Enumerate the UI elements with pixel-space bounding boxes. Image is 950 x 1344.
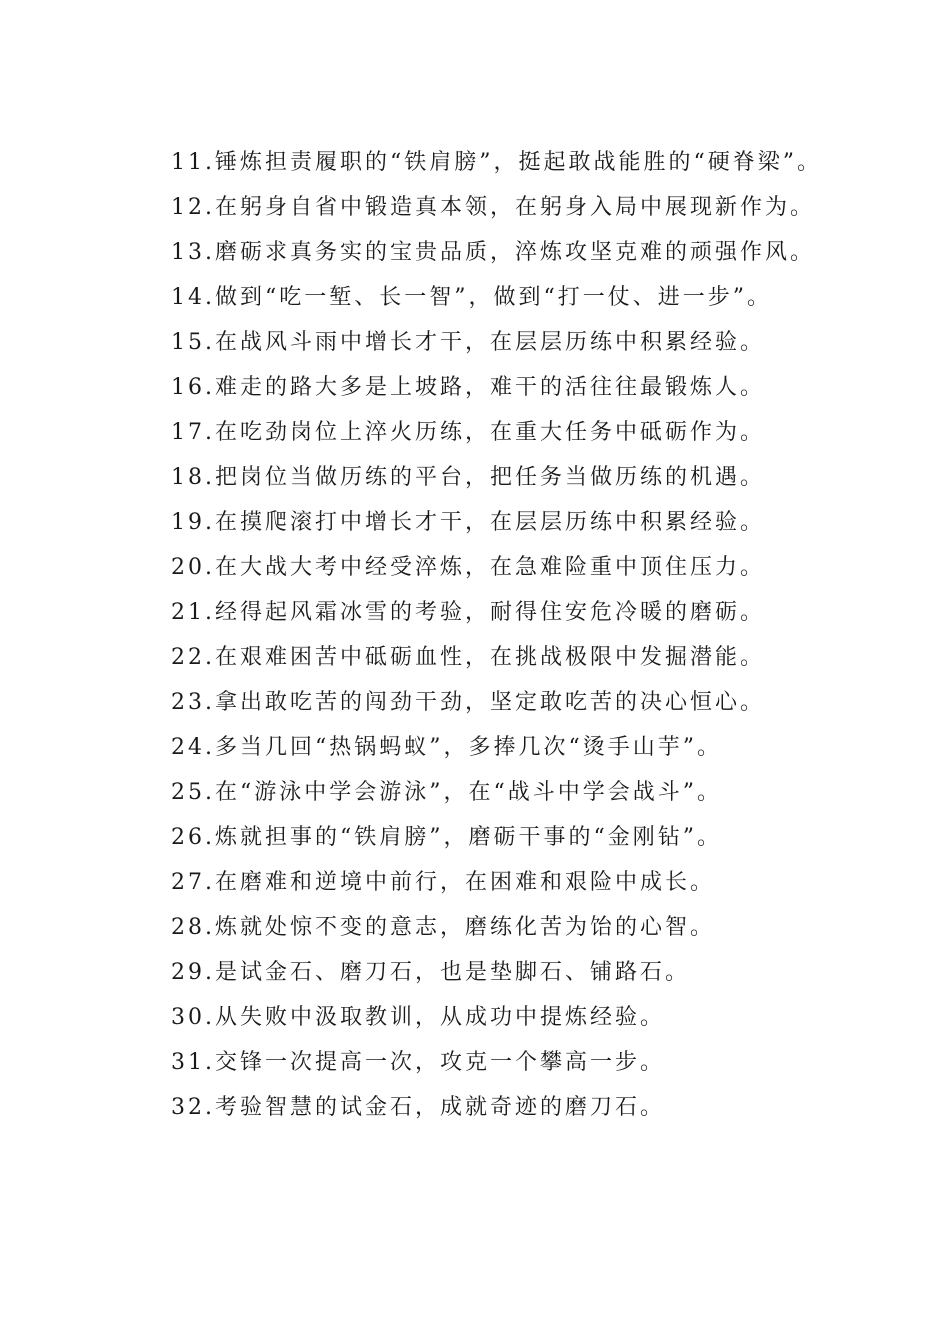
paragraph-20: 20.在大战大考中经受淬炼，在急难险重中顶住压力。 — [171, 555, 765, 580]
paragraph-16: 16.难走的路大多是上坡路，难干的活往往最锻炼人。 — [171, 375, 765, 400]
paragraph-30: 30.从失败中汲取教训，从成功中提炼经验。 — [171, 1005, 665, 1030]
paragraph-24: 24.多当几回“热锅蚂蚁”，多捧几次“烫手山芋”。 — [171, 735, 722, 760]
paragraph-21: 21.经得起风霜冰雪的考验，耐得住安危冷暖的磨砺。 — [171, 600, 765, 625]
paragraph-18: 18.把岗位当做历练的平台，把任务当做历练的机遇。 — [171, 465, 765, 490]
paragraph-14: 14.做到“吃一堑、长一智”，做到“打一仗、进一步”。 — [171, 285, 772, 310]
paragraph-32: 32.考验智慧的试金石，成就奇迹的磨刀石。 — [171, 1095, 665, 1120]
paragraph-13: 13.磨砺求真务实的宝贵品质，淬炼攻坚克难的顽强作风。 — [171, 240, 815, 265]
paragraph-26: 26.炼就担事的“铁肩膀”，磨砺干事的“金刚钻”。 — [171, 825, 722, 850]
paragraph-19: 19.在摸爬滚打中增长才干，在层层历练中积累经验。 — [171, 510, 765, 535]
paragraph-27: 27.在磨难和逆境中前行，在困难和艰险中成长。 — [171, 870, 715, 895]
paragraph-15: 15.在战风斗雨中增长才干，在层层历练中积累经验。 — [171, 330, 765, 355]
paragraph-11: 11.锤炼担责履职的“铁肩膀”，挺起敢战能胜的“硬脊梁”。 — [171, 150, 822, 175]
paragraph-29: 29.是试金石、磨刀石，也是垫脚石、铺路石。 — [171, 960, 690, 985]
paragraph-23: 23.拿出敢吃苦的闯劲干劲，坚定敢吃苦的决心恒心。 — [171, 690, 765, 715]
paragraph-12: 12.在躬身自省中锻造真本领，在躬身入局中展现新作为。 — [171, 195, 815, 220]
paragraph-17: 17.在吃劲岗位上淬火历练，在重大任务中砥砺作为。 — [171, 420, 765, 445]
paragraph-25: 25.在“游泳中学会游泳”，在“战斗中学会战斗”。 — [171, 780, 722, 805]
paragraph-22: 22.在艰难困苦中砥砺血性，在挑战极限中发掘潜能。 — [171, 645, 765, 670]
paragraph-31: 31.交锋一次提高一次，攻克一个攀高一步。 — [171, 1050, 665, 1075]
document-body — [121, 140, 826, 1130]
paragraph-28: 28.炼就处惊不变的意志，磨练化苦为饴的心智。 — [171, 915, 715, 940]
